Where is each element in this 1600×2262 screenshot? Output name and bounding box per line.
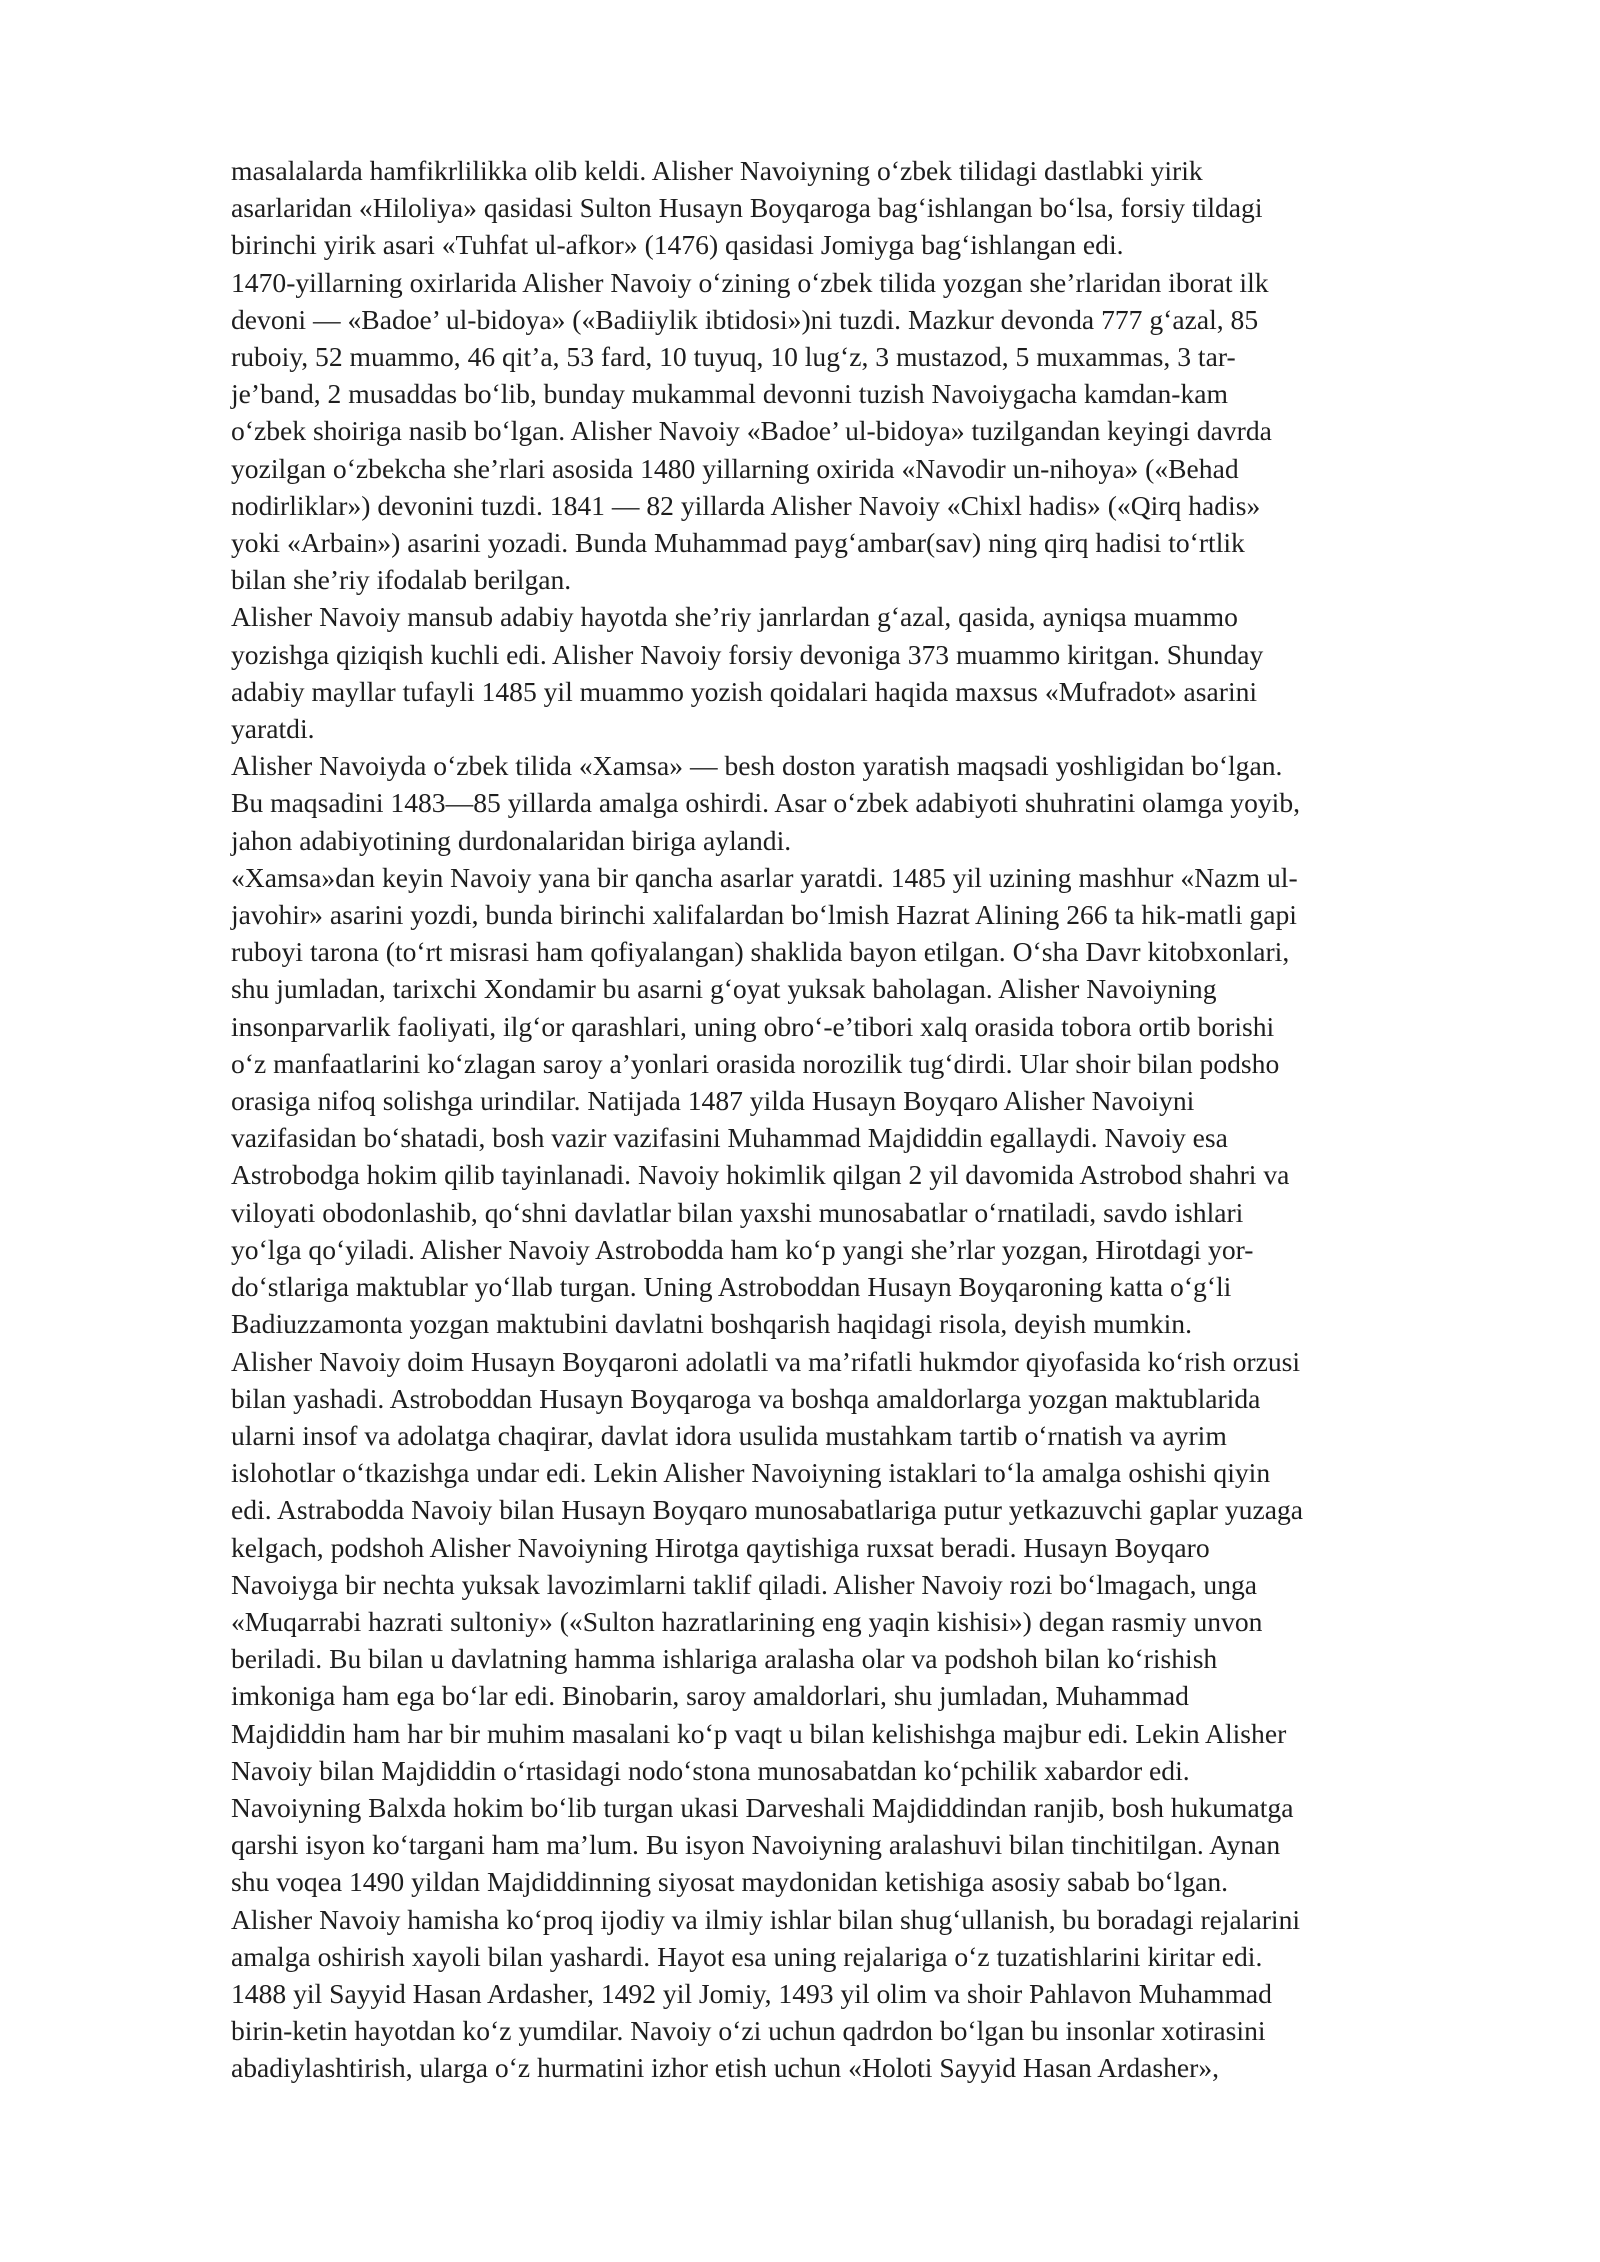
- text-line: amalga oshirish xayoli bilan yashardi. Hayot esa uning rejalariga o‘z tuzatishlarini kiritar edi.: [231, 1940, 1263, 1972]
- paragraph: [231, 1901, 1501, 2087]
- text-line: javohir» asarini yozdi, bunda birinchi xalifalardan bo‘lmish Hazrat Alining 266 ta hik-matli gapi: [231, 899, 1297, 931]
- text-line: Alisher Navoiy mansub adabiy hayotda she’riy janrlardan g‘azal, qasida, ayniqsa muammo: [231, 601, 1238, 633]
- paragraph: [231, 152, 1501, 264]
- paragraph: [231, 747, 1501, 859]
- text-line: yozishga qiziqish kuchli edi. Alisher Navoiy forsiy devoniga 373 muammo kiritgan. Shunday: [231, 638, 1264, 670]
- text-line: bilan she’riy ifodalab berilgan.: [231, 564, 572, 596]
- text-line: yo‘lga qo‘yiladi. Alisher Navoiy Astrobodda ham ko‘p yangi she’rlar yozgan, Hirotdagi yor-: [231, 1233, 1254, 1265]
- text-line: bilan yashadi. Astroboddan Husayn Boyqaroga va boshqa amaldorlarga yozgan maktublarida: [231, 1382, 1261, 1414]
- text-line: Majdiddin ham har bir muhim masalani ko‘p vaqt u bilan kelishishga majbur edi. Lekin Alisher: [231, 1717, 1287, 1749]
- text-line: ruboyi tarona (to‘rt misrasi ham qofiyalangan) shaklida bayon etilgan. O‘sha Davr kitobxonlari,: [231, 936, 1290, 968]
- text-line: Bu maqsadini 1483—85 yillarda amalga oshirdi. Asar o‘zbek adabiyoti shuhratini olamga yoyib,: [231, 787, 1301, 819]
- text-line: birin-ketin hayotdan ko‘z yumdilar. Navoiy o‘zi uchun qadrdon bo‘lgan bu insonlar xotirasini: [231, 2015, 1266, 2047]
- text-line: yoki «Arbain») asarini yozadi. Bunda Muhammad payg‘ambar(sav) ning qirq hadisi to‘rtlik: [231, 527, 1245, 559]
- text-line: edi. Astrabodda Navoiy bilan Husayn Boyqaro munosabatlariga putur yetkazuvchi gaplar yuzaga: [231, 1494, 1304, 1526]
- text-line: Badiuzzamonta yozgan maktubini davlatni boshqarish haqidagi risola, deyish mumkin.: [231, 1308, 1192, 1340]
- text-line: insonparvarlik faoliyati, ilg‘or qarashlari, uning obro‘-e’tibori xalq orasida tobora ortib borishi: [231, 1010, 1275, 1042]
- text-line: yaratdi.: [231, 713, 315, 745]
- text-line: Navoiyning Balxda hokim bo‘lib turgan ukasi Darveshali Majdiddindan ranjib, bosh hukumatga: [231, 1791, 1294, 1823]
- text-line: ularni insof va adolatga chaqirar, davlat idora usulida mustahkam tartib o‘rnatish va ayrim: [231, 1419, 1227, 1451]
- text-line: jahon adabiyotining durdonalaridan biriga aylandi.: [231, 824, 792, 856]
- text-line: Alisher Navoiy doim Husayn Boyqaroni adolatli va ma’rifatli hukmdor qiyofasida ko‘rish orzusi: [231, 1345, 1301, 1377]
- text-line: orasiga nifoq solishga urindilar. Natijada 1487 yilda Husayn Boyqaro Alisher Navoiyni: [231, 1085, 1195, 1117]
- text-line: 1488 yil Sayyid Hasan Ardasher, 1492 yil Jomiy, 1493 yil olim va shoir Pahlavon Muhammad: [231, 1977, 1272, 2009]
- text-line: nodirliklar») devonini tuzdi. 1841 — 82 yillarda Alisher Navoiy «Chixl hadis» («Qirq hadis»: [231, 489, 1261, 521]
- text-line: ruboiy, 52 muammo, 46 qit’a, 53 fard, 10 tuyuq, 10 lug‘z, 3 mustazod, 5 muxammas, 3 tar-: [231, 341, 1236, 373]
- text-line: Navoiyga bir nechta yuksak lavozimlarni taklif qiladi. Alisher Navoiy rozi bo‘lmagach, unga: [231, 1568, 1258, 1600]
- text-line: «Muqarrabi hazrati sultoniy» («Sulton hazratlarining eng yaqin kishisi») degan rasmiy unvon: [231, 1605, 1263, 1637]
- text-line: je’band, 2 musaddas bo‘lib, bunday mukammal devonni tuzish Navoiygacha kamdan-kam: [231, 378, 1228, 410]
- text-line: viloyati obodonlashib, qo‘shni davlatlar bilan yaxshi munosabatlar o‘rnatiladi, savdo ishlari: [231, 1196, 1244, 1228]
- text-line: vazifasidan bo‘shatadi, bosh vazir vazifasini Muhammad Majdiddin egallaydi. Navoiy esa: [231, 1122, 1228, 1154]
- text-line: Astrobodga hokim qilib tayinlanadi. Navoiy hokimlik qilgan 2 yil davomida Astrobod shahri va: [231, 1159, 1290, 1191]
- paragraph: [231, 598, 1501, 747]
- text-line: adabiy mayllar tufayli 1485 yil muammo yozish qoidalari haqida maxsus «Mufradot» asarini: [231, 675, 1258, 707]
- text-line: shu jumladan, tarixchi Xondamir bu asarni g‘oyat yuksak baholagan. Alisher Navoiyning: [231, 973, 1217, 1005]
- text-line: 1470-yillarning oxirlarida Alisher Navoiy o‘zining o‘zbek tilida yozgan she’rlaridan iborat ilk: [231, 266, 1269, 298]
- text-line: Alisher Navoiy hamisha ko‘proq ijodiy va ilmiy ishlar bilan shug‘ullanish, bu boradagi rejalarini: [231, 1903, 1301, 1935]
- document-page: [231, 152, 1501, 2087]
- paragraph: [231, 1343, 1501, 1901]
- text-line: yozilgan o‘zbekcha she’rlari asosida 1480 yillarning oxirida «Navodir un-nihoya» («Behad: [231, 452, 1239, 484]
- text-line: imkoniga ham ega bo‘lar edi. Binobarin, saroy amaldorlari, shu jumladan, Muhammad: [231, 1680, 1189, 1712]
- text-line: «Xamsa»dan keyin Navoiy yana bir qancha asarlar yaratdi. 1485 yil uzining mashhur «Nazm ul-: [231, 861, 1298, 893]
- text-line: beriladi. Bu bilan u davlatning hamma ishlariga aralasha olar va podshoh bilan ko‘rishish: [231, 1643, 1218, 1675]
- text-line: birinchi yirik asari «Tuhfat ul-afkor» (1476) qasidasi Jomiyga bag‘ishlangan edi.: [231, 229, 1124, 261]
- text-line: Navoiy bilan Majdiddin o‘rtasidagi nodo‘stona munosabatdan ko‘pchilik xabardor edi.: [231, 1754, 1190, 1786]
- text-line: Alisher Navoiyda o‘zbek tilida «Xamsa» — besh doston yaratish maqsadi yoshligidan bo‘lgan.: [231, 750, 1283, 782]
- text-line: islohotlar o‘tkazishga undar edi. Lekin Alisher Navoiyning istaklari to‘la amalga oshishi qiyin: [231, 1457, 1271, 1489]
- paragraph: [231, 264, 1501, 599]
- text-line: qarshi isyon ko‘targani ham ma’lum. Bu isyon Navoiyning aralashuvi bilan tinchitilgan. Aynan: [231, 1829, 1281, 1861]
- text-line: masalalarda hamfikrlilikka olib keldi. Alisher Navoiyning o‘zbek tilidagi dastlabki yirik: [231, 155, 1203, 186]
- text-line: o‘zbek shoiriga nasib bo‘lgan. Alisher Navoiy «Badoe’ ul-bidoya» tuzilgandan keyingi davrda: [231, 415, 1272, 447]
- paragraph: [231, 859, 1501, 1343]
- text-line: kelgach, podshoh Alisher Navoiyning Hirotga qaytishiga ruxsat beradi. Husayn Boyqaro: [231, 1531, 1210, 1563]
- text-line: abadiylashtirish, ularga o‘z hurmatini izhor etish uchun «Holoti Sayyid Hasan Ardasher»,: [231, 2052, 1220, 2084]
- text-line: do‘stlariga maktublar yo‘llab turgan. Uning Astroboddan Husayn Boyqaroning katta o‘g‘li: [231, 1271, 1232, 1303]
- text-line: shu voqea 1490 yildan Majdiddinning siyosat maydonidan ketishiga asosiy sabab bo‘lgan.: [231, 1866, 1229, 1898]
- text-line: o‘z manfaatlarini ko‘zlagan saroy a’yonlari orasida norozilik tug‘dirdi. Ular shoir bilan podsho: [231, 1047, 1280, 1079]
- text-line: devoni — «Badoe’ ul-bidoya» («Badiiylik ibtidosi»)ni tuzdi. Mazkur devonda 777 g‘azal, 85: [231, 303, 1259, 335]
- text-line: asarlaridan «Hiloliya» qasidasi Sulton Husayn Boyqaroga bag‘ishlangan bo‘lsa, forsiy tildagi: [231, 192, 1263, 224]
